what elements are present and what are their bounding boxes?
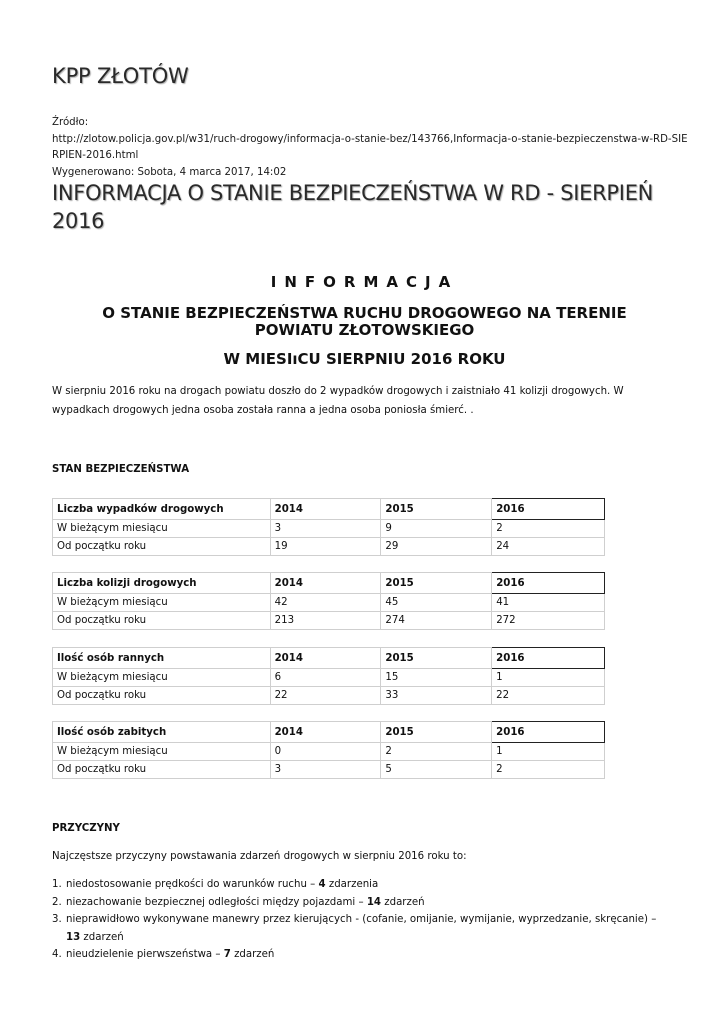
list-item-number: 2.	[52, 896, 62, 908]
table-title: Ilość osób zabitych	[53, 722, 271, 743]
list-item	[52, 946, 672, 964]
cell-value: 33	[381, 687, 492, 705]
cell-value: 22	[270, 687, 381, 705]
causes-list	[52, 876, 672, 964]
table-row	[53, 669, 605, 687]
list-item-text: nieudzielenie pierwszeństwa –	[66, 949, 224, 960]
table-title: Liczba wypadków drogowych	[53, 499, 271, 520]
section-przyczyny-label: PRZYCZYNY	[52, 823, 120, 834]
cell-value: 2	[492, 761, 605, 779]
list-item-text: nieprawidłowo wykonywane manewry przez kierujących - (cofanie, omijanie, wymijanie, wyprzedzanie, skręcanie) –	[66, 914, 657, 925]
table-row	[53, 761, 605, 779]
stats-table-collisions	[52, 572, 605, 630]
year-header: 2014	[270, 648, 381, 669]
info-subheading-line2: POWIATU ZŁOTOWSKIEGO	[254, 321, 475, 339]
row-label: Od początku roku	[53, 538, 271, 556]
source-block	[52, 115, 688, 181]
list-item-suffix: zdarzenia	[325, 879, 379, 890]
info-heading: INFORMACJA	[270, 273, 459, 291]
month-heading: W MIESIıCU SIERPNIU 2016 ROKU	[223, 350, 506, 368]
row-label: Od początku roku	[53, 612, 271, 630]
cell-value: 213	[270, 612, 381, 630]
table-title: Ilość osób rannych	[53, 648, 271, 669]
table-row	[53, 520, 605, 538]
list-item-text: niezachowanie bezpiecznej odległości między pojazdami –	[66, 896, 367, 908]
row-label: W bieżącym miesiącu	[53, 669, 271, 687]
list-item-number: 4.	[52, 949, 62, 960]
cell-value: 272	[492, 612, 605, 630]
year-header: 2015	[381, 573, 492, 594]
stats-table-injured	[52, 647, 605, 705]
cell-value: 29	[381, 538, 492, 556]
cell-value: 3	[270, 761, 381, 779]
info-subheading-line1: O STANIE BEZPIECZEŃSTWA RUCHU DROGOWEGO NA TERENIE	[102, 304, 627, 322]
list-item-number: 3.	[52, 914, 62, 925]
year-header-selected: 2016	[492, 722, 605, 743]
cell-value: 22	[492, 687, 605, 705]
year-header: 2014	[270, 573, 381, 594]
article-title: INFORMACJA O STANIE BEZPIECZEŃSTWA W RD - SIERPIEŃ 2016	[52, 181, 654, 233]
list-item-suffix: zdarzeń	[381, 896, 425, 908]
site-title: KPP ZŁOTÓW	[52, 64, 189, 88]
generated-date: Wygenerowano: Sobota, 4 marca 2017, 14:02	[52, 166, 287, 178]
year-header: 2015	[381, 648, 492, 669]
table-row	[53, 743, 605, 761]
table-title: Liczba kolizji drogowych	[53, 573, 271, 594]
stats-table-accidents	[52, 498, 605, 556]
list-item-count: 14	[366, 896, 382, 908]
source-label: Źródło:	[52, 117, 89, 128]
intro-paragraph: W sierpniu 2016 roku na drogach powiatu doszło do 2 wypadków drogowych i zaistniało 41 kolizji drogowych. W wypadkach drogowych jedna osoba została ranna a jedna osoba poniosła śmierć. .	[52, 386, 624, 416]
cell-value: 3	[270, 520, 381, 538]
cell-value: 274	[381, 612, 492, 630]
list-item-suffix: zdarzeń	[230, 949, 275, 960]
list-item	[52, 894, 672, 912]
cell-value: 19	[270, 538, 381, 556]
cell-value: 0	[270, 743, 381, 761]
cell-value: 1	[492, 669, 605, 687]
table-header-row	[53, 499, 605, 520]
source-url-line1[interactable]: http://zlotow.policja.gov.pl/w31/ruch-drogowy/informacja-o-stanie-bez/143766,Informacja-o-stanie-bezpieczenstwa-w-RD-SIE	[52, 133, 688, 145]
table-header-row	[53, 722, 605, 743]
section-stan-label: STAN BEZPIECZEŃSTWA	[52, 464, 190, 475]
cell-value: 41	[492, 594, 605, 612]
year-header: 2014	[270, 499, 381, 520]
cell-value: 2	[492, 520, 605, 538]
cell-value: 15	[381, 669, 492, 687]
list-item-count: 4	[318, 879, 326, 890]
list-item-suffix: zdarzeń	[80, 931, 124, 943]
cell-value: 6	[270, 669, 381, 687]
list-item	[52, 876, 672, 894]
cell-value: 24	[492, 538, 605, 556]
cell-value: 1	[492, 743, 605, 761]
cell-value: 2	[381, 743, 492, 761]
table-row	[53, 594, 605, 612]
table-row	[53, 612, 605, 630]
list-item-text: niedostosowanie prędkości do warunków ruchu –	[66, 879, 319, 890]
table-row	[53, 538, 605, 556]
list-item-count: 7	[223, 949, 231, 960]
source-url-line2[interactable]: RPIEN-2016.html	[52, 150, 139, 162]
list-item-number: 1.	[52, 879, 62, 890]
causes-intro: Najczęstsze przyczyny powstawania zdarzeń drogowych w sierpniu 2016 roku to:	[52, 851, 467, 862]
table-row	[53, 687, 605, 705]
year-header-selected: 2016	[492, 573, 605, 594]
year-header: 2015	[381, 499, 492, 520]
cell-value: 5	[381, 761, 492, 779]
list-item-count: 13	[66, 931, 81, 943]
year-header-selected: 2016	[492, 648, 605, 669]
list-item	[52, 911, 672, 946]
cell-value: 9	[381, 520, 492, 538]
row-label: W bieżącym miesiącu	[53, 594, 271, 612]
year-header: 2015	[381, 722, 492, 743]
year-header-selected: 2016	[492, 499, 605, 520]
info-subheading	[52, 305, 677, 339]
row-label: Od początku roku	[53, 761, 271, 779]
row-label: W bieżącym miesiącu	[53, 520, 271, 538]
cell-value: 45	[381, 594, 492, 612]
row-label: W bieżącym miesiącu	[53, 743, 271, 761]
cell-value: 42	[270, 594, 381, 612]
table-header-row	[53, 573, 605, 594]
row-label: Od początku roku	[53, 687, 271, 705]
stats-table-killed	[52, 721, 605, 779]
table-header-row	[53, 648, 605, 669]
year-header: 2014	[270, 722, 381, 743]
